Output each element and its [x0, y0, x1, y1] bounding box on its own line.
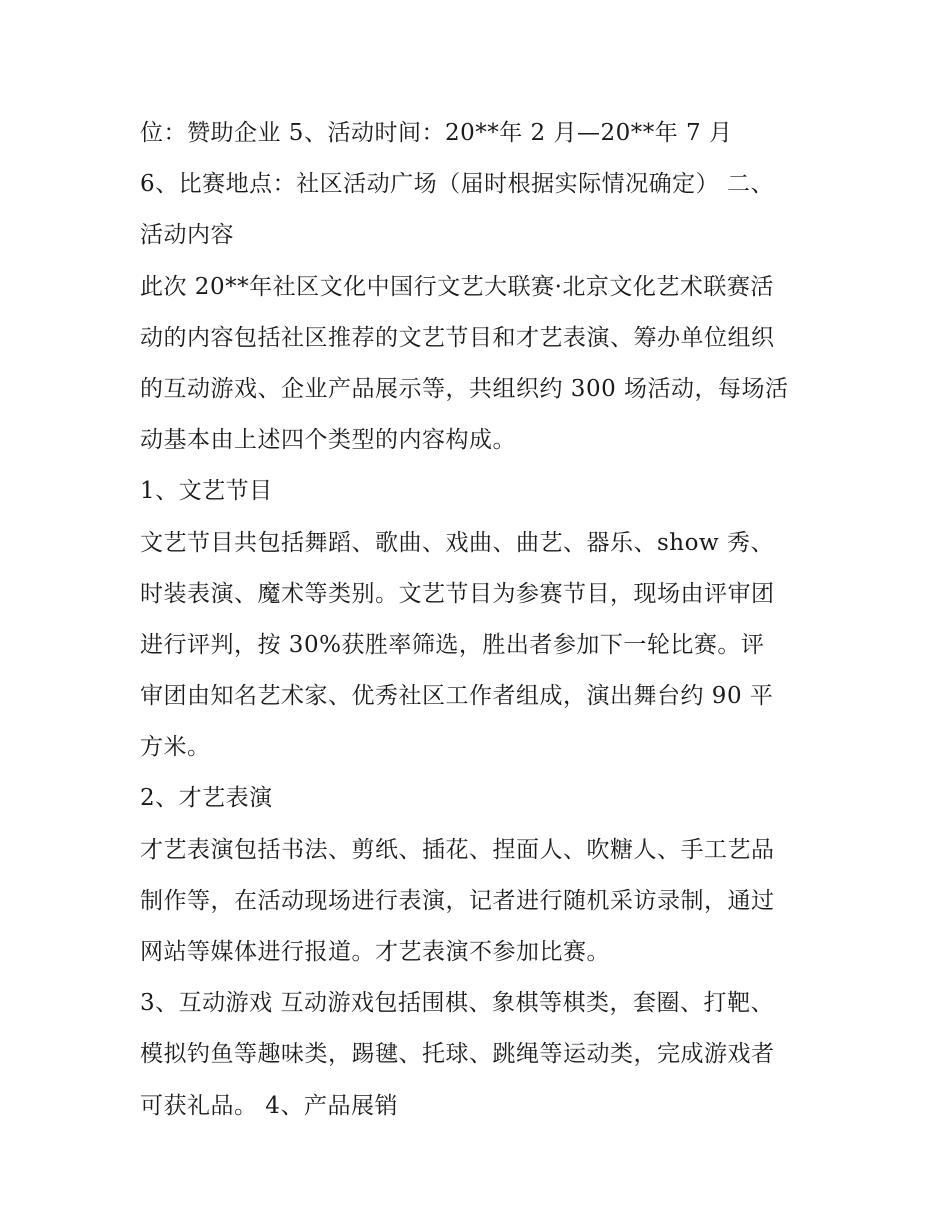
text-line: 进行评判，按 30%获胜率筛选，胜出者参加下一轮比赛。评 [140, 631, 765, 658]
text-line: 此次 20**年社区文化中国行文艺大联赛·北京文化艺术联赛活 [140, 273, 774, 300]
text-line: 动的内容包括社区推荐的文艺节目和才艺表演、筹办单位组织 [140, 324, 775, 351]
text-line: 位：赞助企业 5、活动时间：20**年 2 月—20**年 7 月 [140, 120, 733, 146]
section-heading: 1、文艺节目 [140, 478, 273, 505]
text-line: 6、比赛地点：社区活动广场（届时根据实际情况确定） 二、 [140, 171, 774, 198]
text-line: 模拟钓鱼等趣味类，踢毽、托球、跳绳等运动类，完成游戏者 [140, 1041, 775, 1068]
text-line: 才艺表演包括书法、剪纸、插花、捏面人、吹糖人、手工艺品 [140, 836, 775, 863]
text-line: 网站等媒体进行报道。才艺表演不参加比赛。 [140, 939, 610, 965]
text-line: 文艺节目共包括舞蹈、歌曲、戏曲、曲艺、器乐、show 秀、 [140, 529, 774, 556]
text-line: 审团由知名艺术家、优秀社区工作者组成，演出舞台约 90 平 [140, 683, 774, 710]
text-line: 动基本由上述四个类型的内容构成。 [140, 427, 516, 454]
text-line: 可获礼品。 4、产品展销 [140, 1092, 398, 1119]
text-line: 的互动游戏、企业产品展示等，共组织约 300 场活动，每场活 [140, 375, 789, 402]
text-line: 时装表演、魔术等类别。文艺节目为参赛节目，现场由评审团 [140, 580, 775, 607]
text-line: 制作等，在活动现场进行表演，记者进行随机采访录制，通过 [140, 887, 775, 914]
section-heading: 2、才艺表演 [140, 785, 273, 812]
text-line: 3、互动游戏 互动游戏包括围棋、象棋等棋类，套圈、打靶、 [140, 990, 774, 1017]
text-line: 方米。 [140, 734, 211, 761]
text-line: 活动内容 [140, 222, 234, 249]
document-body [140, 108, 820, 1132]
